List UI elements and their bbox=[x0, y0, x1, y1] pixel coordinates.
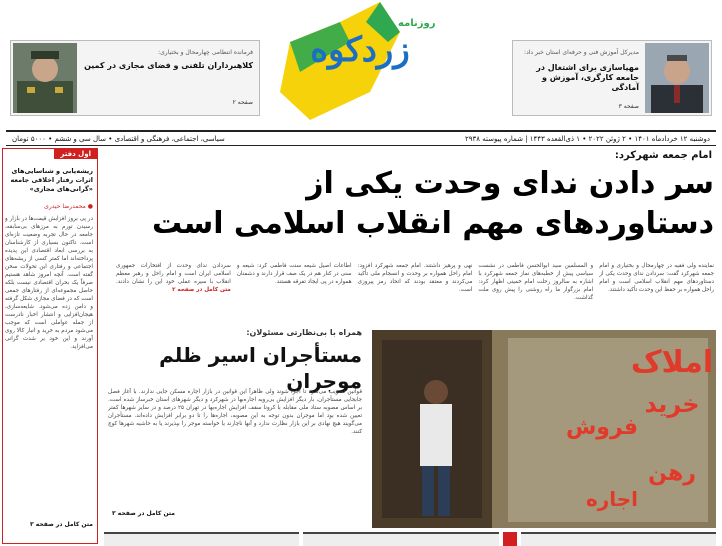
lead-body bbox=[116, 262, 714, 314]
masthead bbox=[0, 0, 722, 125]
dateline-bar bbox=[6, 130, 716, 146]
teaser-right-headline: مهیاسازی برای اشتغال در جامعه کارگری، آموزش و آمادگی bbox=[536, 63, 639, 92]
official-portrait-photo bbox=[645, 43, 709, 113]
teaser-box-left[interactable] bbox=[10, 40, 260, 116]
editorial-more-link[interactable]: متن کامل در صفحه ۳ bbox=[29, 521, 93, 528]
logo-wordmark: زردکوه bbox=[310, 30, 410, 70]
sign-line-1: املاک bbox=[630, 345, 714, 380]
bottom-teaser-2[interactable] bbox=[303, 532, 498, 546]
teaser-box-right[interactable] bbox=[512, 40, 712, 116]
rent-story-kicker: همراه با بی‌نظارتی مسئولان: bbox=[246, 328, 362, 337]
lead-col-5 bbox=[116, 262, 231, 314]
real-estate-office-photo bbox=[372, 330, 716, 528]
lead-col-4: اطاعات اصیل شیعه سنت فاطمی کرد: شیعه و سنی در کنار هم در یک صف قرار دارند و دشمنان همواره در پی ایجاد تفرقه هستند. bbox=[236, 263, 352, 285]
dateline-issue: دوشنبه ۱۲ خردادماه ۱۴۰۱ • ۲ ژوئن ۲۰۲۲ • ۱ ذی‌القعده ۱۴۴۳ | شماره پیوسته ۲۹۳۸ bbox=[464, 134, 710, 143]
rent-story-body: قوانین تصویب می‌شود تا اجرا شوند ولی ظاهراً این قوانین در بازار اجاره مسکن جایی ندارند. با آغاز فصل جابجایی مستأجران، بار دیگر افزایش بی‌رویه اجاره‌بها در شهرکرد و دیگر شهرهای استان خبرساز شده است. بر اساس مصوبه ستاد ملی مقابله با کرونا سقف افزایش اجاره‌بها در تهران ۲۵ درصد و در سایر شهرها کمتر تعیین شده بود اما موجران بدون توجه به این مصوبه، اجاره‌ها را تا دو برابر افزایش داده‌اند. مستأجران می‌گویند هیچ نهادی بر این بازار نظارت ندارد و آنها ناچارند یا خواسته موجر را بپذیرند یا به حاشیه شهرها کوچ کنند. bbox=[108, 389, 362, 435]
bottom-teaser-3[interactable] bbox=[104, 532, 299, 546]
bottom-accent-block bbox=[503, 532, 517, 546]
sign-line-3: فروش bbox=[565, 415, 639, 440]
lead-headline[interactable]: سر دادن ندای وحدت یکی از دستاوردهای مهم انقلاب اسلامی است bbox=[151, 166, 714, 241]
lead-col-5-text: سردادن ندای وحدت از افتخارات جمهوری اسلامی ایران است و امام راحل و رهبر معظم انقلاب با سیره عملی خود این را نشان دادند. bbox=[116, 263, 231, 285]
editorial-column[interactable] bbox=[2, 148, 98, 544]
teaser-left-pageref: صفحه ۲ bbox=[232, 99, 253, 106]
teaser-left-headline: کلاهبرداران تلفنی و فضای مجازی در کمین bbox=[84, 61, 253, 70]
teaser-right-kicker: مدیرکل آموزش فنی و حرفه‌ای استان خبر داد: bbox=[524, 49, 639, 56]
rent-story-more-link[interactable]: متن کامل در صفحه ۳ bbox=[112, 510, 176, 517]
editorial-title: ریشه‌یابی و شناسایی‌های اثرات رفتار اخلاقی جامعه «گرانی‌های مجازی» bbox=[10, 167, 93, 193]
sign-line-4: رهن bbox=[648, 461, 696, 486]
lead-col-3: نهی و پرهیز داشتند. امام جمعه شهرکرد افزود: امام راحل همواره بر وحدت و انسجام ملی تأکید می‌کردند و معتقد بودند که اتحاد رمز پیروزی است. bbox=[357, 263, 473, 293]
bottom-teaser-1[interactable] bbox=[521, 532, 716, 546]
bottom-teaser-strip bbox=[104, 532, 716, 546]
lead-col-2: و المسلمین سید ابوالحسن فاطمی در نشست سیاسی پیش از خطبه‌های نماز جمعه شهرکرد با اشاره به سالروز رحلت امام خمینی اظهار کرد: امام بزرگوار ما راه روشنی را پیش روی ملت گذاشت. bbox=[478, 263, 594, 301]
lead-more-link[interactable]: متن کامل در صفحه ۲ bbox=[172, 287, 231, 293]
police-commander-photo bbox=[13, 43, 77, 113]
editorial-ribbon: اول دفتر bbox=[54, 149, 97, 159]
editorial-author: ● محمدرضا حیدری bbox=[44, 203, 93, 210]
lead-col-1: نماینده ولی فقیه در چهارمحال و بختیاری و امام جمعه شهرکرد گفت: سردادن ندای وحدت یکی از دستاوردهای مهم انقلاب اسلامی است و امام راحل همواره بر حفظ این وحدت تأکید داشتند. bbox=[599, 263, 714, 293]
rent-story[interactable] bbox=[104, 328, 366, 526]
editorial-body: در پی بروز افزایش قیمت‌ها در بازار و رسیدن تورم به مرزهای بی‌سابقه، جامعه در حال تجربه وضعیت تازه‌ای است. تاکنون بسیاری از کارشناسان به بررسی ابعاد اقتصادی این پدیده پرداخته‌اند اما کمتر کسی از ریشه‌های اجتماعی و رفتاری این تحولات سخن گفته است. آنچه امروز شاهد هستیم صرفاً یک بحران اقتصادی نیست بلکه حاصل مجموعه‌ای از رفتارهای جمعی است که در فضای مجازی شکل گرفته و دامن زده می‌شود. شایعه‌سازی، هیجان‌افزایی و انتشار اخبار نادرست از جمله عواملی است که موجب می‌شود مردم به خرید و انبار کالا روی آورند و این خود بر شدت گرانی می‌افزاید. bbox=[5, 216, 93, 350]
lead-kicker: امام جمعه شهرکرد: bbox=[614, 150, 712, 161]
sign-line-5: اجاره bbox=[585, 487, 639, 511]
dateline-meta: سیاسی، اجتماعی، فرهنگی و اقتصادی • سال سی و ششم • ۵۰۰۰ تومان bbox=[12, 134, 225, 143]
teaser-left-kicker: فرمانده انتظامی چهارمحال و بختیاری: bbox=[158, 49, 253, 56]
rent-story-headline[interactable]: مستأجران اسیر ظلم موجران bbox=[159, 343, 362, 393]
logo-tagline: روزنامه bbox=[398, 18, 436, 29]
teaser-right-pageref: صفحه ۳ bbox=[618, 103, 639, 110]
sign-line-2: خرید bbox=[644, 390, 700, 418]
